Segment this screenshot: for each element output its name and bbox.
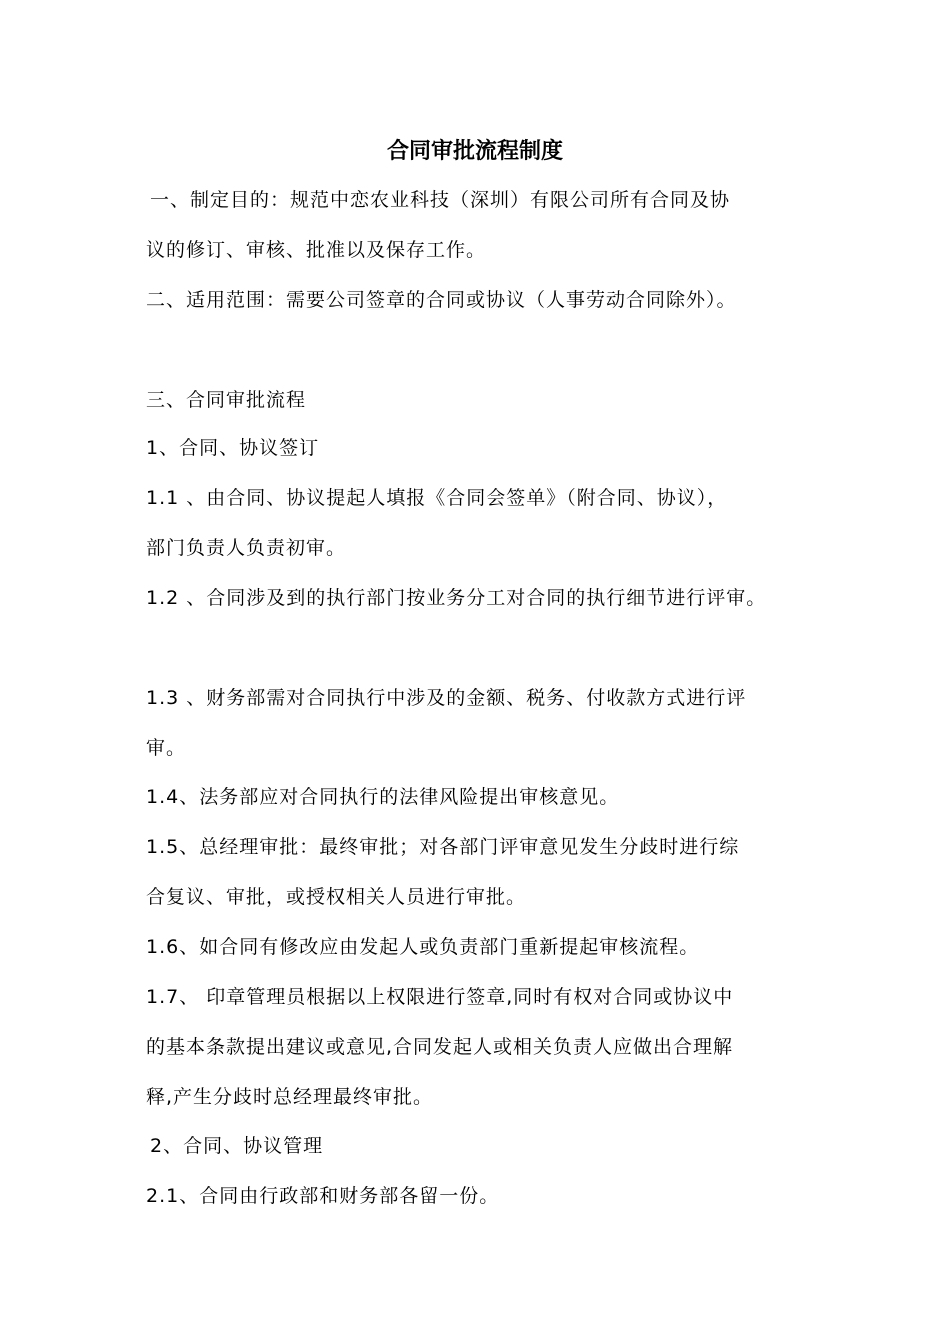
- paragraph-purpose-line-2: 议的修订、审核、批准以及保存工作。: [146, 239, 487, 261]
- subsection-heading-management: 2、合同、协议管理: [150, 1135, 324, 1157]
- item-1-7-line-3: 释,产生分歧时总经理最终审批。: [146, 1086, 434, 1108]
- item-1-1-line-1: 1.1 、由合同、协议提起人填报《合同会签单》（附合同、协议），: [146, 487, 728, 509]
- section-heading-approval-process: 三、合同审批流程: [146, 389, 307, 411]
- document-title: 合同审批流程制度: [386, 139, 563, 164]
- subsection-heading-signing: 1、合同、协议签订: [146, 437, 320, 459]
- item-1-3-line-1: 1.3 、财务部需对合同执行中涉及的金额、税务、付收款方式进行评: [146, 687, 747, 709]
- item-1-6: 1.6、如合同有修改应由发起人或负责部门重新提起审核流程。: [146, 936, 700, 958]
- item-1-5-line-2: 合复议、审批，或授权相关人员进行审批。: [146, 886, 527, 908]
- item-1-7-line-1: 1.7、 印章管理员根据以上权限进行签章,同时有权对合同或协议中: [146, 986, 734, 1008]
- item-1-2: 1.2 、合同涉及到的执行部门按业务分工对合同的执行细节进行评审。: [146, 587, 767, 609]
- paragraph-purpose-line-1: 一、制定目的：规范中恋农业科技（深圳）有限公司所有合同及协: [150, 189, 731, 211]
- item-1-5-line-1: 1.5、总经理审批：最终审批；对各部门评审意见发生分歧时进行综: [146, 836, 740, 858]
- paragraph-scope: 二、适用范围：需要公司签章的合同或协议（人事劳动合同除外）。: [146, 289, 737, 311]
- item-1-3-line-2: 审。: [146, 737, 187, 759]
- item-2-1: 2.1、合同由行政部和财务部各留一份。: [146, 1185, 500, 1207]
- item-1-4: 1.4、法务部应对合同执行的法律风险提出审核意见。: [146, 786, 620, 808]
- item-1-7-line-2: 的基本条款提出建议或意见,合同发起人或相关负责人应做出合理解: [146, 1036, 734, 1058]
- item-1-1-line-2: 部门负责人负责初审。: [146, 537, 347, 559]
